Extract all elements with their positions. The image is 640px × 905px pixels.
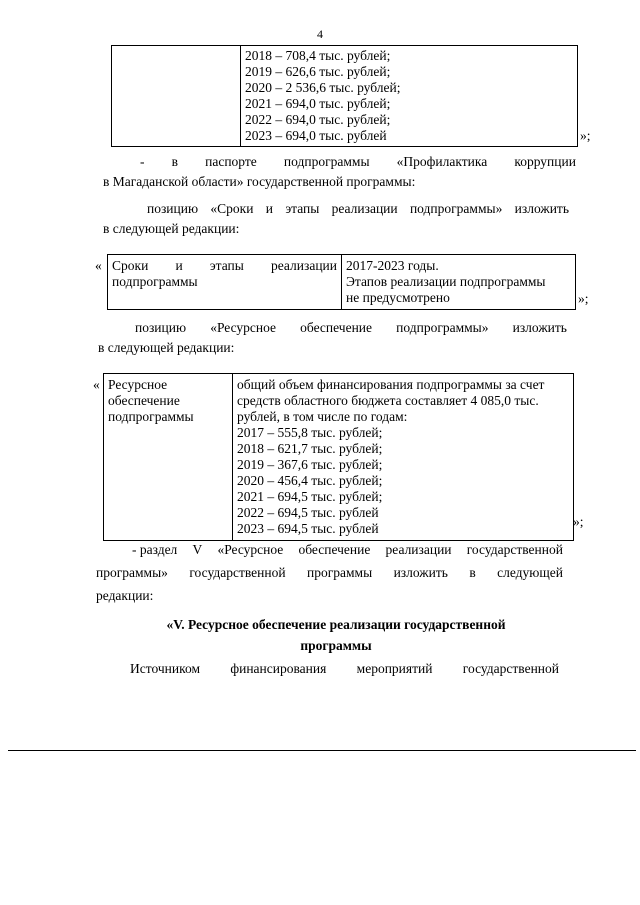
table2-left-cell: [108, 255, 342, 310]
para1-line1: [140, 153, 576, 170]
para5-line1: [130, 660, 559, 677]
table3-line: средств областного бюджета составляет 4 085,0 тыс.: [237, 393, 539, 408]
word: «Ресурсное: [217, 542, 284, 557]
table1-line: 2021 – 694,0 тыс. рублей;: [245, 96, 391, 111]
table2-open-quote: «: [95, 258, 102, 273]
table3-left-line: Ресурсное: [108, 377, 168, 392]
word: программы: [306, 565, 373, 580]
word: реализации: [385, 542, 452, 557]
table1-line: 2020 – 2 536,6 тыс. рублей;: [245, 80, 401, 95]
table3-line: 2018 – 621,7 тыс. рублей;: [237, 441, 383, 456]
table1-line: 2018 – 708,4 тыс. рублей;: [245, 48, 391, 63]
table3-left-line: подпрограммы: [108, 409, 194, 424]
word: государственной: [466, 542, 563, 557]
word: -: [140, 154, 145, 169]
table1-line: 2022 – 694,0 тыс. рублей;: [245, 112, 391, 127]
table2-left-line2: подпрограммы: [112, 274, 198, 289]
word: следующей: [497, 565, 563, 580]
page-number: 4: [317, 27, 323, 41]
word: обеспечение: [298, 542, 371, 557]
section-heading-line1: «V. Ресурсное обеспечение реализации государственной: [166, 617, 506, 632]
table3-line: 2017 – 555,8 тыс. рублей;: [237, 425, 383, 440]
table3-right-cell: [233, 374, 574, 541]
table3-line: 2023 – 694,5 тыс. рублей: [237, 521, 379, 536]
word: изложить: [514, 201, 569, 216]
table2-line: Этапов реализации подпрограммы: [346, 274, 546, 289]
table3-left-cell: [104, 374, 233, 541]
table2-left-line1: [112, 258, 337, 274]
funding-table-continuation: [111, 45, 578, 147]
word: подпрограммы: [283, 154, 370, 169]
table2-right-cell: [342, 255, 576, 310]
table2-line: 2017-2023 годы.: [346, 258, 439, 273]
word: реализации: [331, 201, 398, 216]
word: в: [171, 154, 178, 169]
word: «Ресурсное: [210, 320, 277, 335]
word: позицию: [147, 201, 199, 216]
word: и: [265, 201, 274, 216]
word: подпрограммы»: [409, 201, 503, 216]
para4-line1: [132, 541, 563, 558]
word: финансирования: [230, 661, 327, 676]
word: и: [175, 258, 183, 273]
para3-line1: [135, 319, 567, 336]
table1-line: 2023 – 694,0 тыс. рублей: [245, 128, 387, 143]
word: изложить: [512, 320, 567, 335]
para4-line2: [96, 564, 563, 581]
page-bottom-rule: [8, 750, 636, 751]
para2-line1: [147, 200, 569, 217]
para1-line2: в Магаданской области» государственной программы:: [103, 174, 416, 189]
table3-line: 2022 – 694,5 тыс. рублей: [237, 505, 379, 520]
resources-table: [103, 373, 574, 541]
word: изложить: [393, 565, 448, 580]
table1-line: 2019 – 626,6 тыс. рублей;: [245, 64, 391, 79]
table3-line: рублей, в том числе по годам:: [237, 409, 408, 424]
table3-line: общий объем финансирования подпрограммы за счет: [237, 377, 545, 392]
section-heading-line2: программы: [300, 638, 372, 653]
para4-line3: редакции:: [96, 588, 154, 603]
table3-line: 2021 – 694,5 тыс. рублей;: [237, 489, 383, 504]
word: государственной: [189, 565, 286, 580]
table3-line: 2020 – 456,4 тыс. рублей;: [237, 473, 383, 488]
word: подпрограммы»: [396, 320, 489, 335]
table1-close-quote: »;: [580, 128, 591, 143]
word: V: [192, 542, 203, 557]
word: в: [469, 565, 476, 580]
table3-close-quote: »;: [573, 514, 584, 529]
para3-line2: в следующей редакции:: [98, 340, 235, 355]
word: позицию: [135, 320, 187, 335]
word: Источником: [130, 661, 201, 676]
word: мероприятий: [356, 661, 433, 676]
para2-line2: в следующей редакции:: [103, 221, 240, 236]
table1-left-cell: [112, 46, 241, 147]
word: Сроки: [112, 258, 149, 273]
word: этапы: [285, 201, 320, 216]
word: - раздел: [132, 542, 178, 557]
table3-left-line: обеспечение: [108, 393, 180, 408]
word: «Профилактика: [396, 154, 488, 169]
word: коррупции: [514, 154, 576, 169]
word: «Сроки: [210, 201, 254, 216]
word: обеспечение: [300, 320, 373, 335]
table2-line: не предусмотрено: [346, 290, 450, 305]
table2-close-quote: »;: [578, 291, 589, 306]
terms-table: [107, 254, 576, 310]
table1-right-cell: [241, 46, 578, 147]
table3-line: 2019 – 367,6 тыс. рублей;: [237, 457, 383, 472]
word: программы»: [96, 565, 168, 580]
word: паспорте: [205, 154, 257, 169]
word: этапы: [209, 258, 244, 273]
word: государственной: [462, 661, 559, 676]
word: реализации: [271, 258, 337, 273]
table3-open-quote: «: [93, 377, 100, 392]
